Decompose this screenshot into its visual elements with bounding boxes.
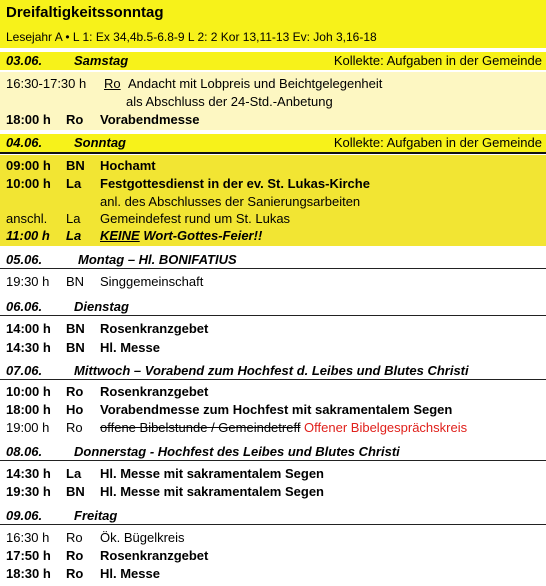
day-title: Mittwoch – Vorabend zum Hochfest d. Leibes und Blutes Christi [74, 363, 469, 378]
day-weekday: Sonntag [74, 135, 126, 150]
entry-time: 19:30 h [6, 274, 50, 289]
day-header-sunday [0, 134, 546, 152]
entry-text: Gemeindefest rund um St. Lukas [100, 211, 291, 226]
entry-time: 17:50 h [6, 548, 51, 563]
entry-text: Rosenkranzgebet [100, 384, 209, 399]
entry-time: 16:30 h [6, 530, 50, 545]
entry-time: 18:00 h [6, 402, 51, 417]
entry-place: Ho [66, 402, 84, 417]
entry-place: Ro [66, 384, 84, 399]
entry-time: 16:30-17:30 h [6, 76, 87, 91]
entry-text: Hl. Messe [100, 566, 160, 581]
entry-text: Andacht mit Lobpreis und Beichtgelegenheit [128, 76, 383, 91]
entry-text: Ök. Bügelkreis [100, 530, 185, 545]
day-date: 04.06. [6, 135, 43, 150]
entry-text: Vorabendmesse [100, 112, 200, 127]
day-title: Dienstag [74, 299, 129, 314]
entry-place: Ro [104, 76, 121, 91]
entry-time: 19:00 h [6, 420, 50, 435]
header-band [0, 0, 546, 48]
day-header-tuesday [0, 298, 546, 316]
entry-text: Rosenkranzgebet [100, 548, 209, 563]
entry-text: Singgemeinschaft [100, 274, 204, 289]
entry-text: Hl. Messe mit sakramentalem Segen [100, 484, 324, 499]
entry-place: Ro [66, 420, 83, 435]
entry-place: Ro [66, 548, 84, 563]
entry-time: anschl. [6, 211, 48, 226]
divider [0, 152, 546, 154]
day-header-friday [0, 507, 546, 525]
readings-line: Lesejahr A • L 1: Ex 34,4b.5-6.8-9 L 2: 2 Kor 13,11-13 Ev: Joh 3,16-18 [6, 30, 377, 44]
cancel-keyword: KEINE [100, 228, 140, 243]
entry-text: anl. des Abschlusses der Sanierungsarbeiten [100, 194, 361, 209]
day-date: 05.06. [6, 252, 43, 267]
struck-text: offene Bibelstunde / Gemeindetreff [100, 420, 301, 435]
entry-text: Vorabendmesse zum Hochfest mit sakramentalem Segen [100, 402, 453, 417]
entry-text-group [100, 228, 262, 243]
entry-text: Hochamt [100, 158, 156, 173]
entry-place: Ro [66, 112, 84, 127]
day-header-monday [0, 251, 546, 269]
entry-place: BN [66, 484, 85, 499]
entry-time: 11:00 h [6, 228, 50, 243]
day-title: Montag – Hl. BONIFATIUS [78, 252, 237, 267]
day-header-wednesday [0, 362, 546, 380]
entry-text: Hl. Messe [100, 340, 160, 355]
replacement-text: Offener Bibelgesprächskreis [300, 420, 468, 435]
entry-time: 14:00 h [6, 321, 51, 336]
entry-time: 18:00 h [6, 112, 51, 127]
entry-text: als Abschluss der 24-Std.-Anbetung [126, 94, 333, 109]
day-date: 09.06. [6, 508, 43, 523]
day-date: 03.06. [6, 53, 43, 68]
entry-place: Ro [66, 566, 84, 581]
day-weekday: Samstag [74, 53, 129, 68]
entry-time: 14:30 h [6, 466, 51, 481]
day-header-thursday [0, 443, 546, 461]
entry-place: La [66, 211, 81, 226]
entry-time: 14:30 h [6, 340, 51, 355]
day-title: Freitag [74, 508, 118, 523]
entry-place: BN [66, 158, 85, 173]
day-date: 08.06. [6, 444, 43, 459]
entry-place: BN [66, 321, 85, 336]
entry-place: Ro [66, 530, 83, 545]
day-header-saturday [0, 52, 546, 70]
entry-time: 10:00 h [6, 176, 51, 191]
kollekte-note: Kollekte: Aufgaben in der Gemeinde [333, 135, 542, 150]
entry-text: Festgottesdienst in der ev. St. Lukas-Kirche [100, 176, 370, 191]
entry-text: Wort-Gottes-Feier!! [139, 228, 263, 243]
day-title: Donnerstag - Hochfest des Leibes und Blutes Christi [74, 444, 400, 459]
entry-text-group [100, 420, 467, 435]
entry-text: Hl. Messe mit sakramentalem Segen [100, 466, 324, 481]
entry-place: BN [66, 274, 85, 289]
page-title: Dreifaltigkeitssonntag [6, 4, 164, 21]
entry-time: 10:00 h [6, 384, 51, 399]
entry-place: La [66, 228, 82, 243]
entry-text: Rosenkranzgebet [100, 321, 209, 336]
entry-place: La [66, 176, 82, 191]
entry-time: 19:30 h [6, 484, 51, 499]
entry-time: 18:30 h [6, 566, 51, 581]
entry-place: BN [66, 340, 85, 355]
day-date: 07.06. [6, 363, 43, 378]
day-date: 06.06. [6, 299, 43, 314]
entry-place: La [66, 466, 82, 481]
kollekte-note: Kollekte: Aufgaben in der Gemeinde [333, 53, 542, 68]
entry-time: 09:00 h [6, 158, 51, 173]
